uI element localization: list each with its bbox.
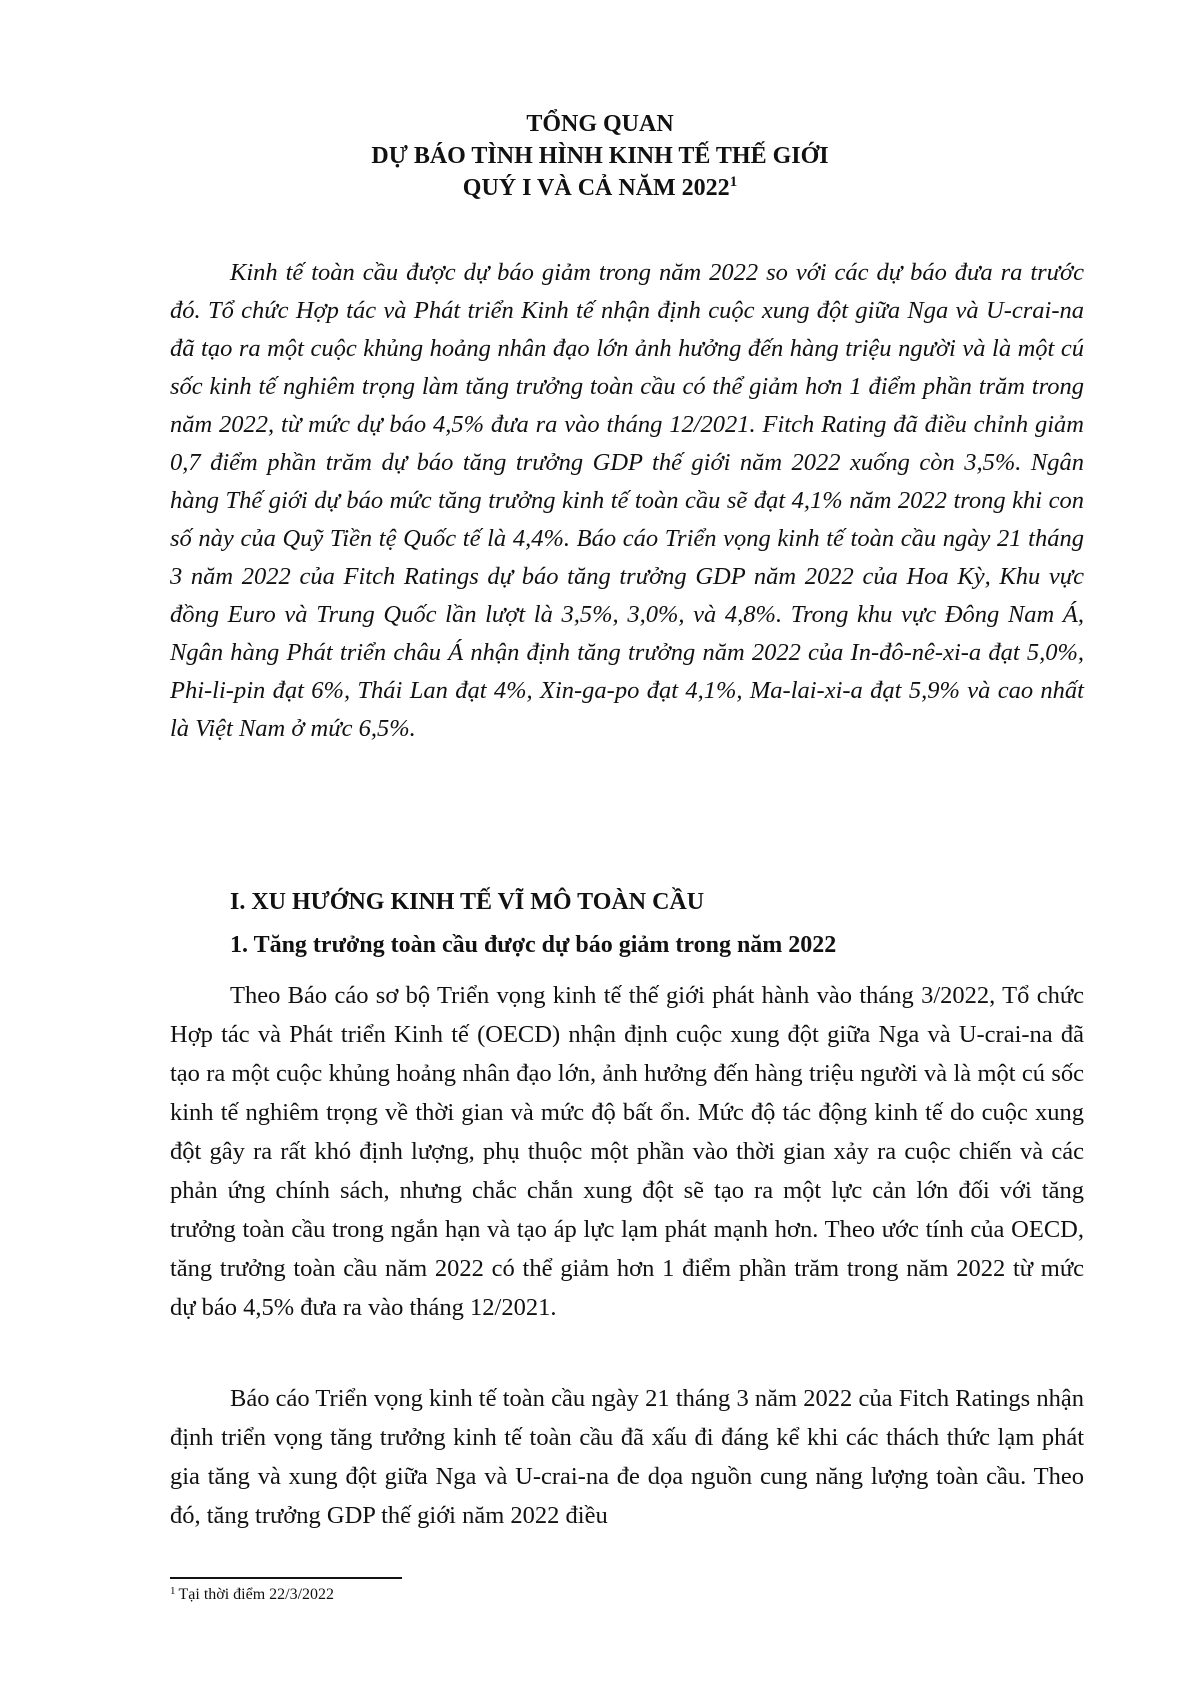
subsection-heading: 1. Tăng trưởng toàn cầu được dự báo giảm trong năm 2022	[230, 932, 837, 958]
title-line-1: TỔNG QUAN	[526, 111, 674, 137]
section-heading: I. XU HƯỚNG KINH TẾ VĨ MÔ TOÀN CẦU	[230, 889, 705, 915]
title-line-3-text: QUÝ I VÀ CẢ NĂM 2022	[462, 175, 730, 201]
document-title	[0, 108, 1200, 204]
body-paragraph-2: Báo cáo Triển vọng kinh tế toàn cầu ngày 21 tháng 3 năm 2022 của Fitch Ratings nhận định triển vọng tăng trưởng kinh tế toàn cầu đã xấu đi đáng kể khi các thách thức lạm phát gia tăng và xung đột giữa Nga và U-crai-na đe dọa nguồn cung năng lượng toàn cầu. Theo đó, tăng trưởng GDP thế giới năm 2022 điều	[170, 1385, 1084, 1529]
abstract-paragraph: Kinh tế toàn cầu được dự báo giảm trong năm 2022 so với các dự báo đưa ra trước đó. Tổ chức Hợp tác và Phát triển Kinh tế nhận định cuộc xung đột giữa Nga và U-crai-na đã tạo ra một cuộc khủng hoảng nhân đạo lớn ảnh hưởng đến hàng triệu người và là một cú sốc kinh tế nghiêm trọng làm tăng trưởng toàn cầu có thể giảm hơn 1 điểm phần trăm trong năm 2022, từ mức dự báo 4,5% đưa ra vào tháng 12/2021. Fitch Rating đã điều chỉnh giảm 0,7 điểm phần trăm dự báo tăng trưởng GDP thế giới năm 2022 xuống còn 3,5%. Ngân hàng Thế giới dự báo mức tăng trưởng kinh tế toàn cầu sẽ đạt 4,1% năm 2022 trong khi con số này của Quỹ Tiền tệ Quốc tế là 4,4%. Báo cáo Triển vọng kinh tế toàn cầu ngày 21 tháng 3 năm 2022 của Fitch Ratings dự báo tăng trưởng GDP năm 2022 của Hoa Kỳ, Khu vực đồng Euro và Trung Quốc lần lượt là 3,5%, 3,0%, và 4,8%. Trong khu vực Đông Nam Á, Ngân hàng Phát triển châu Á nhận định tăng trưởng năm 2022 của In-đô-nê-xi-a đạt 5,0%, Phi-li-pin đạt 6%, Thái Lan đạt 4%, Xin-ga-po đạt 4,1%, Ma-lai-xi-a đạt 5,9% và cao nhất là Việt Nam ở mức 6,5%.	[170, 259, 1084, 742]
footnote	[170, 1584, 770, 1606]
title-line-3	[0, 172, 1200, 204]
footnote-marker: 1	[170, 1585, 176, 1597]
body-paragraph-1: Theo Báo cáo sơ bộ Triển vọng kinh tế thế giới phát hành vào tháng 3/2022, Tổ chức Hợp tác và Phát triển Kinh tế (OECD) nhận định cuộc xung đột giữa Nga và U-crai-na đã tạo ra một cuộc khủng hoảng nhân đạo lớn, ảnh hưởng đến hàng triệu người và là một cú sốc kinh tế nghiêm trọng về thời gian và mức độ bất ổn. Mức độ tác động kinh tế do cuộc xung đột gây ra rất khó định lượng, phụ thuộc một phần vào thời gian xảy ra cuộc chiến và các phản ứng chính sách, nhưng chắc chắn xung đột sẽ tạo ra một lực cản lớn đối với tăng trưởng toàn cầu trong ngắn hạn và tạo áp lực lạm phát mạnh hơn. Theo ước tính của OECD, tăng trưởng toàn cầu năm 2022 có thể giảm hơn 1 điểm phần trăm trong năm 2022 từ mức dự báo 4,5% đưa ra vào tháng 12/2021.	[170, 982, 1084, 1321]
footnote-divider	[170, 1577, 402, 1579]
title-footnote-marker: 1	[729, 174, 738, 190]
title-line-2: DỰ BÁO TÌNH HÌNH KINH TẾ THẾ GIỚI	[371, 143, 829, 169]
footnote-text: Tại thời điểm 22/3/2022	[178, 1586, 335, 1603]
